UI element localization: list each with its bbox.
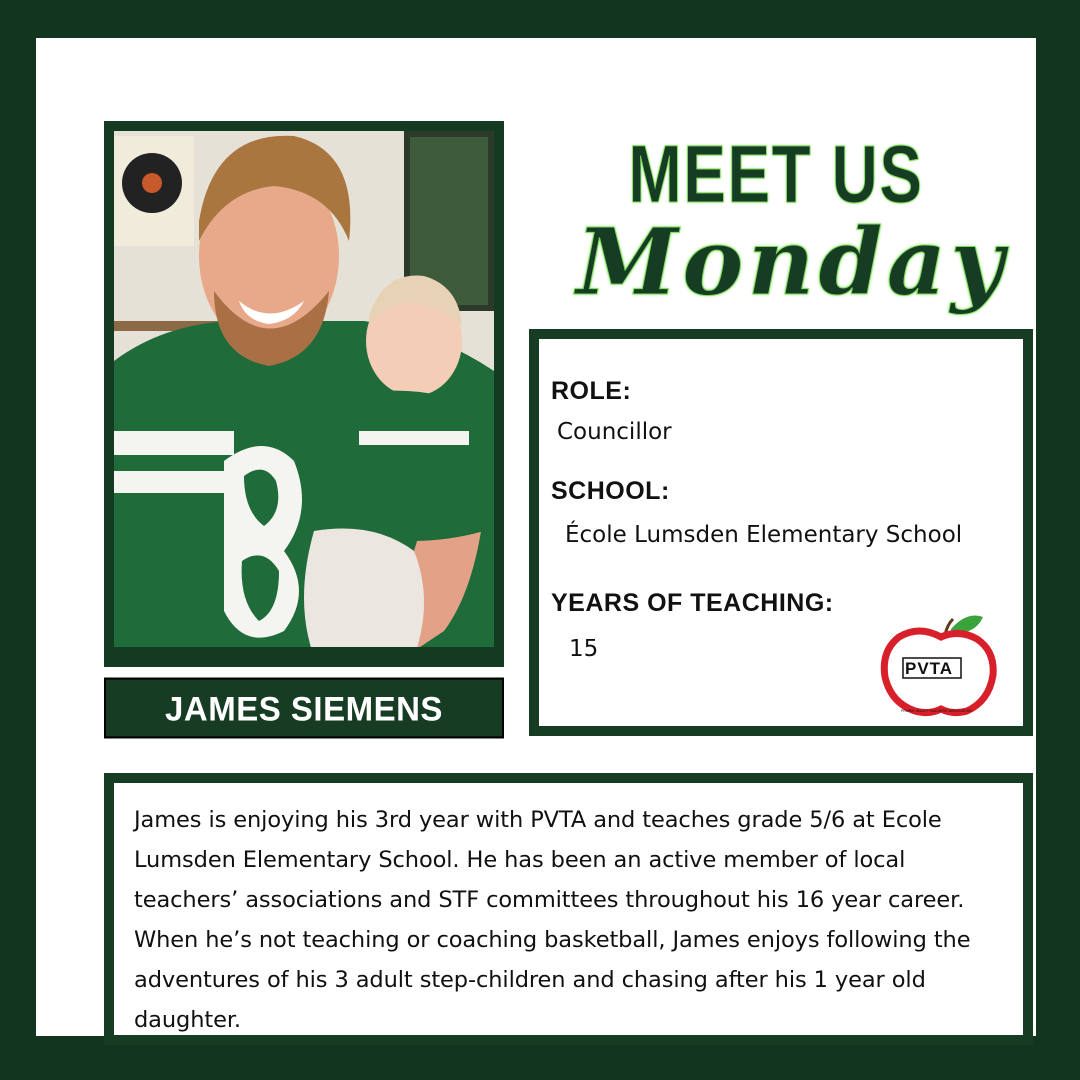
- portrait-illustration: [114, 131, 494, 657]
- role-label: ROLE:: [551, 377, 632, 405]
- pvta-logo-tagline: PRAIRIE VALLEY TEACHERS' ASSOCIATION: [901, 709, 972, 713]
- years-value: 15: [569, 636, 599, 662]
- info-panel: [529, 329, 1033, 736]
- name-banner: JAMES SIEMENS: [104, 678, 504, 739]
- years-label: YEARS OF TEACHING:: [551, 589, 834, 617]
- profile-card: [36, 38, 1036, 1036]
- school-label: SCHOOL:: [551, 477, 670, 505]
- pvta-logo-text: PVTA: [905, 659, 954, 678]
- headline-monday: Monday: [576, 208, 1008, 316]
- portrait-photo: [114, 131, 494, 657]
- bio-panel: [104, 773, 1033, 1045]
- photo-frame: [104, 121, 504, 667]
- bio-text: James is enjoying his 3rd year with PVTA and teaches grade 5/6 at Ecole Lumsden Elementary School. He has been an active member of local teachers’ associations and STF committees throughout his 16 year career. When he’s not teaching or coaching basketball, James enjoys following the adventures of his 3 adult step-children and chasing after his 1 year old daughter.: [134, 807, 971, 1033]
- role-value: Councillor: [557, 419, 672, 445]
- headline-meet-us: MEET US: [628, 129, 924, 220]
- school-value: École Lumsden Elementary School: [565, 522, 963, 548]
- pvta-logo: [879, 611, 999, 721]
